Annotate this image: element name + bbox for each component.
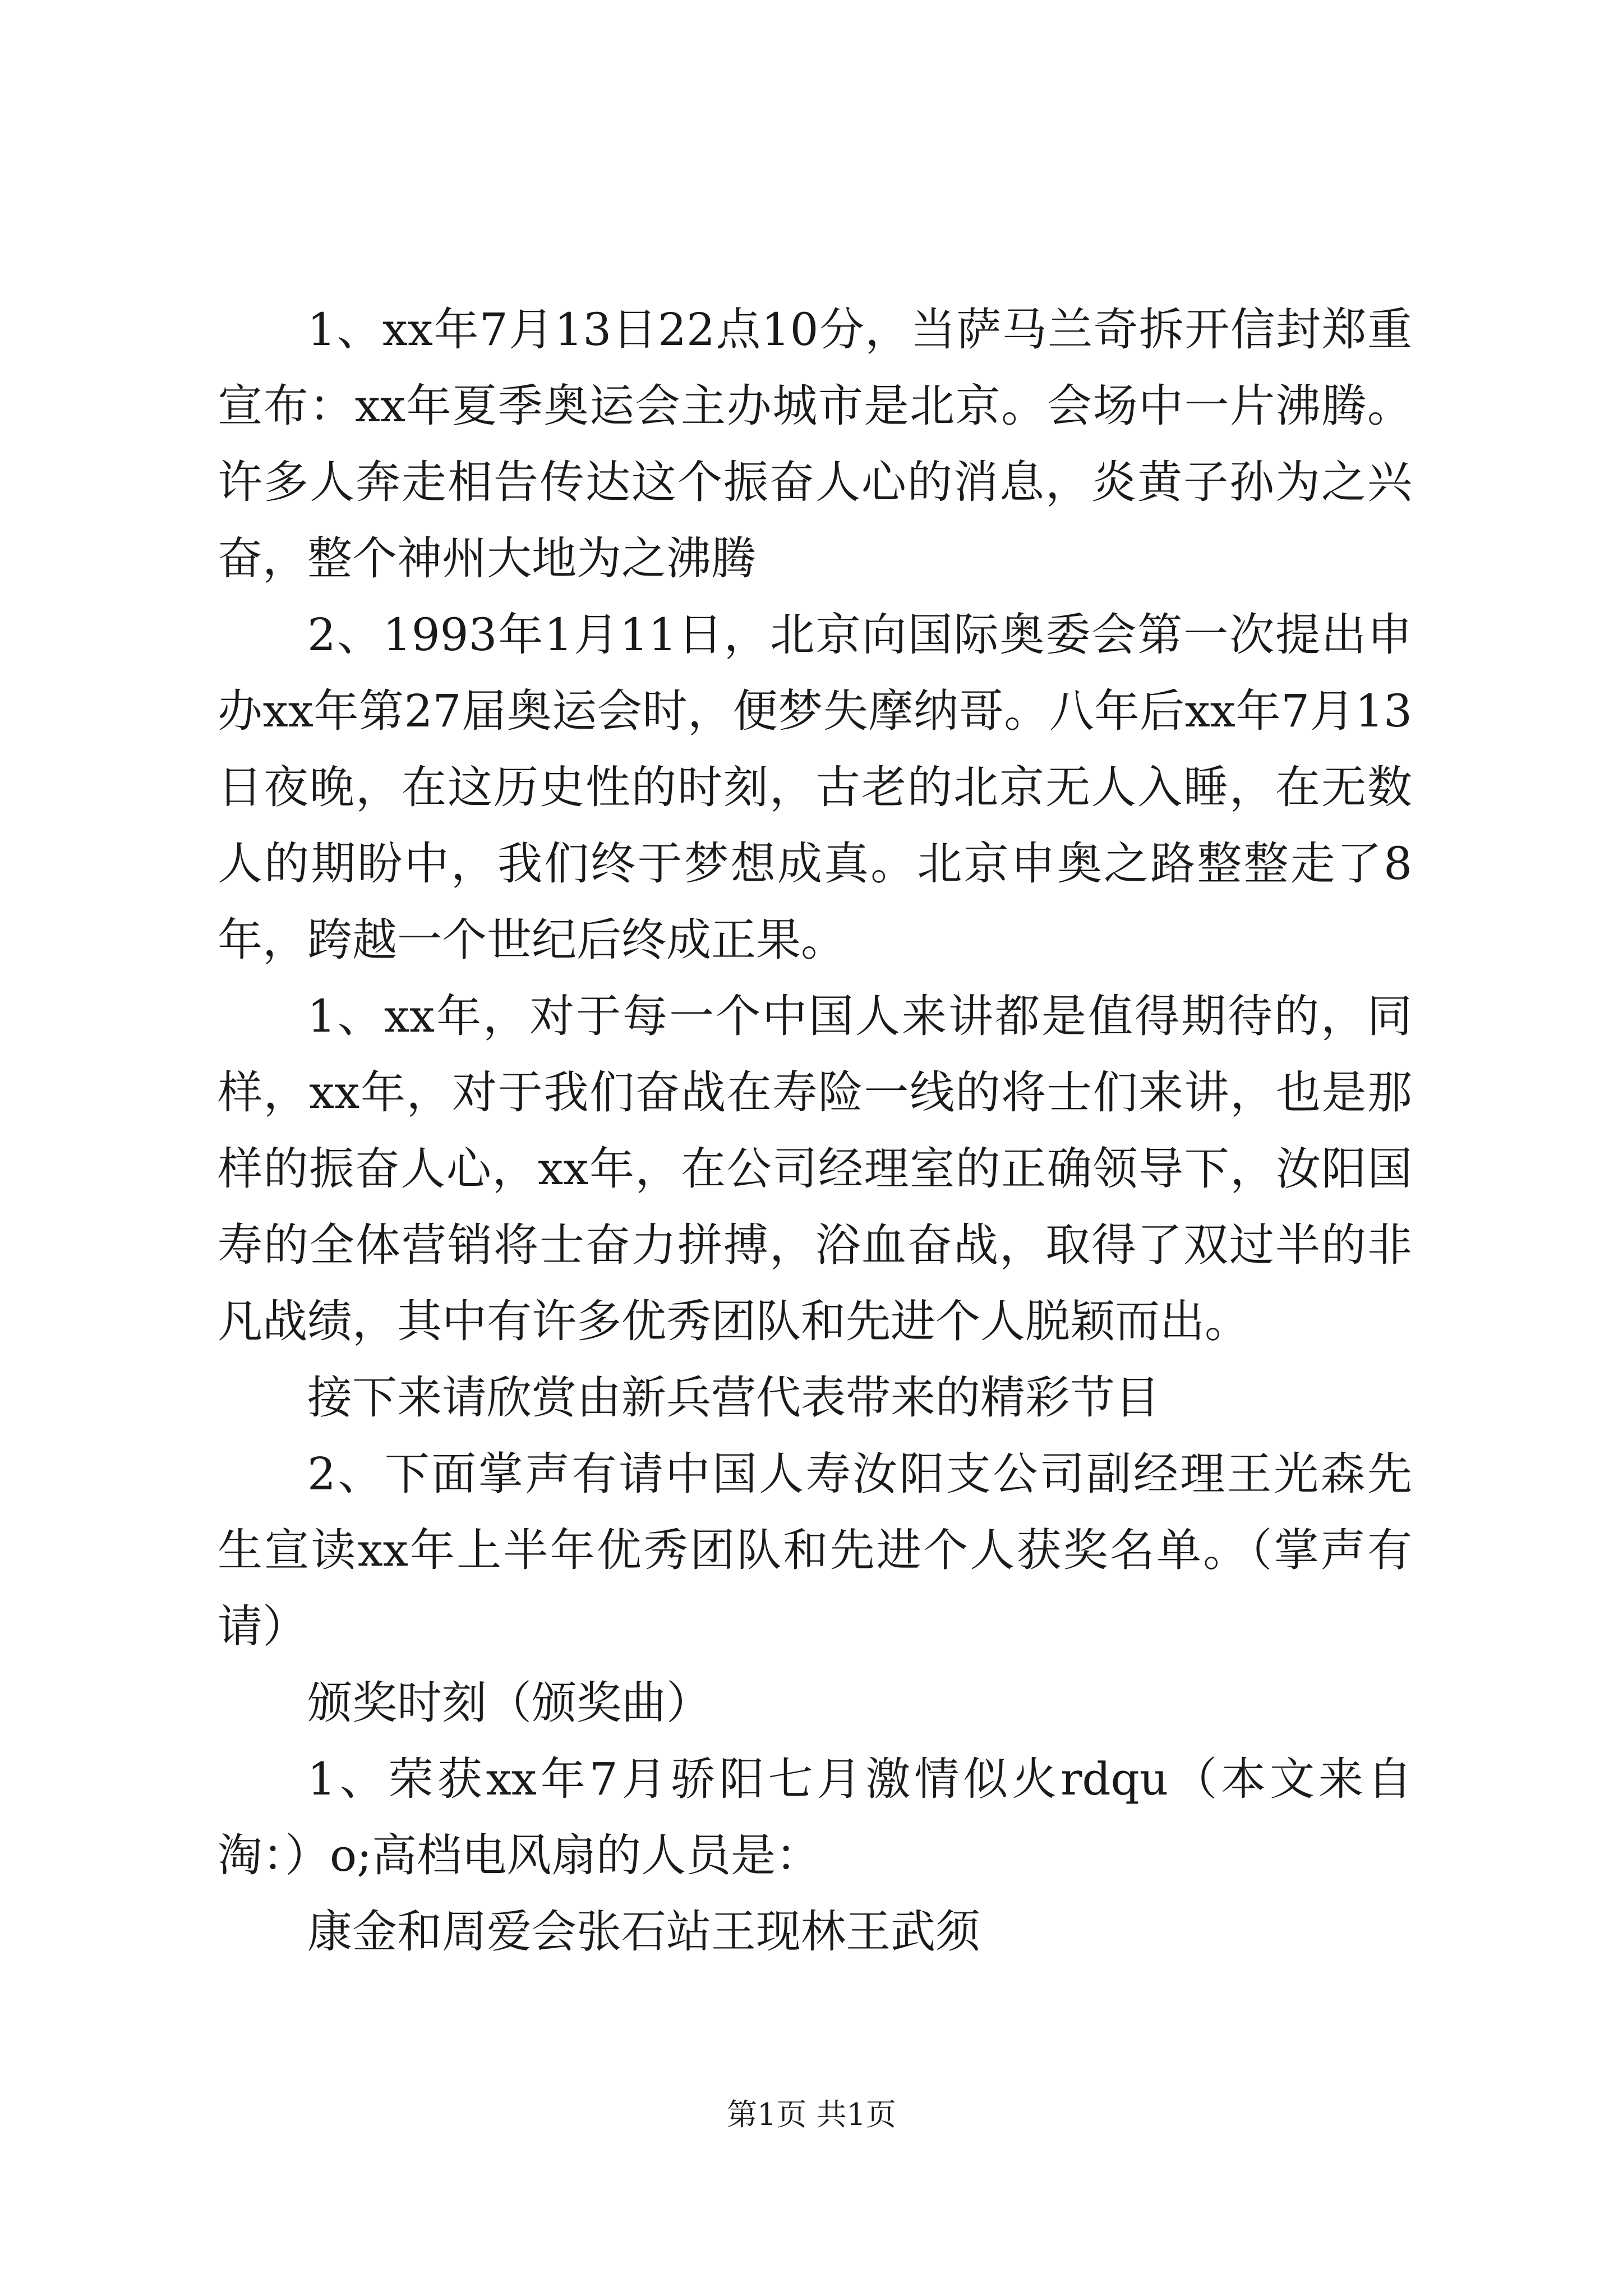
page-footer: 第1页 共1页: [727, 2097, 896, 2132]
paragraph-7: 1、荣获xx年7月骄阳七月激情似火rdqu（本文来自淘：）o;高档电风扇的人员是：: [218, 1753, 1412, 1881]
paragraph-5: 2、下面掌声有请中国人寿汝阳支公司副经理王光森先生宣读xx年上半年优秀团队和先进个人获奖名单。（掌声有请）: [218, 1448, 1412, 1653]
paragraph-2: 2、1993年1月11日，北京向国际奥委会第一次提出申办xx年第27届奥运会时，便梦失摩纳哥。八年后xx年7月13日夜晚，在这历史性的时刻，古老的北京无人入睡，在无数人的期盼中，我们终于梦想成真。北京申奥之路整整走了8年，跨越一个世纪后终成正果。: [218, 609, 1412, 966]
paragraph-1: 1、xx年7月13日22点10分，当萨马兰奇拆开信封郑重宣布：xx年夏季奥运会主办城市是北京。会场中一片沸腾。许多人奔走相告传达这个振奋人心的消息，炎黄子孙为之兴奋，整个神州大地为之沸腾: [218, 303, 1412, 585]
paragraph-6: 颁奖时刻（颁奖曲）: [307, 1677, 711, 1729]
document-body: [218, 292, 1412, 1970]
paragraph-3: 1、xx年，对于每一个中国人来讲都是值得期待的，同样，xx年，对于我们奋战在寿险一线的将士们来讲，也是那样的振奋人心，xx年，在公司经理室的正确领导下，汝阳国寿的全体营销将士奋力拼搏，浴血奋战，取得了双过半的非凡战绩，其中有许多优秀团队和先进个人脱颖而出。: [218, 990, 1412, 1347]
paragraph-4: 接下来请欣赏由新兵营代表带来的精彩节目: [307, 1372, 1160, 1424]
paragraph-8: 康金和周爱会张石站王现林王武须: [307, 1906, 980, 1958]
